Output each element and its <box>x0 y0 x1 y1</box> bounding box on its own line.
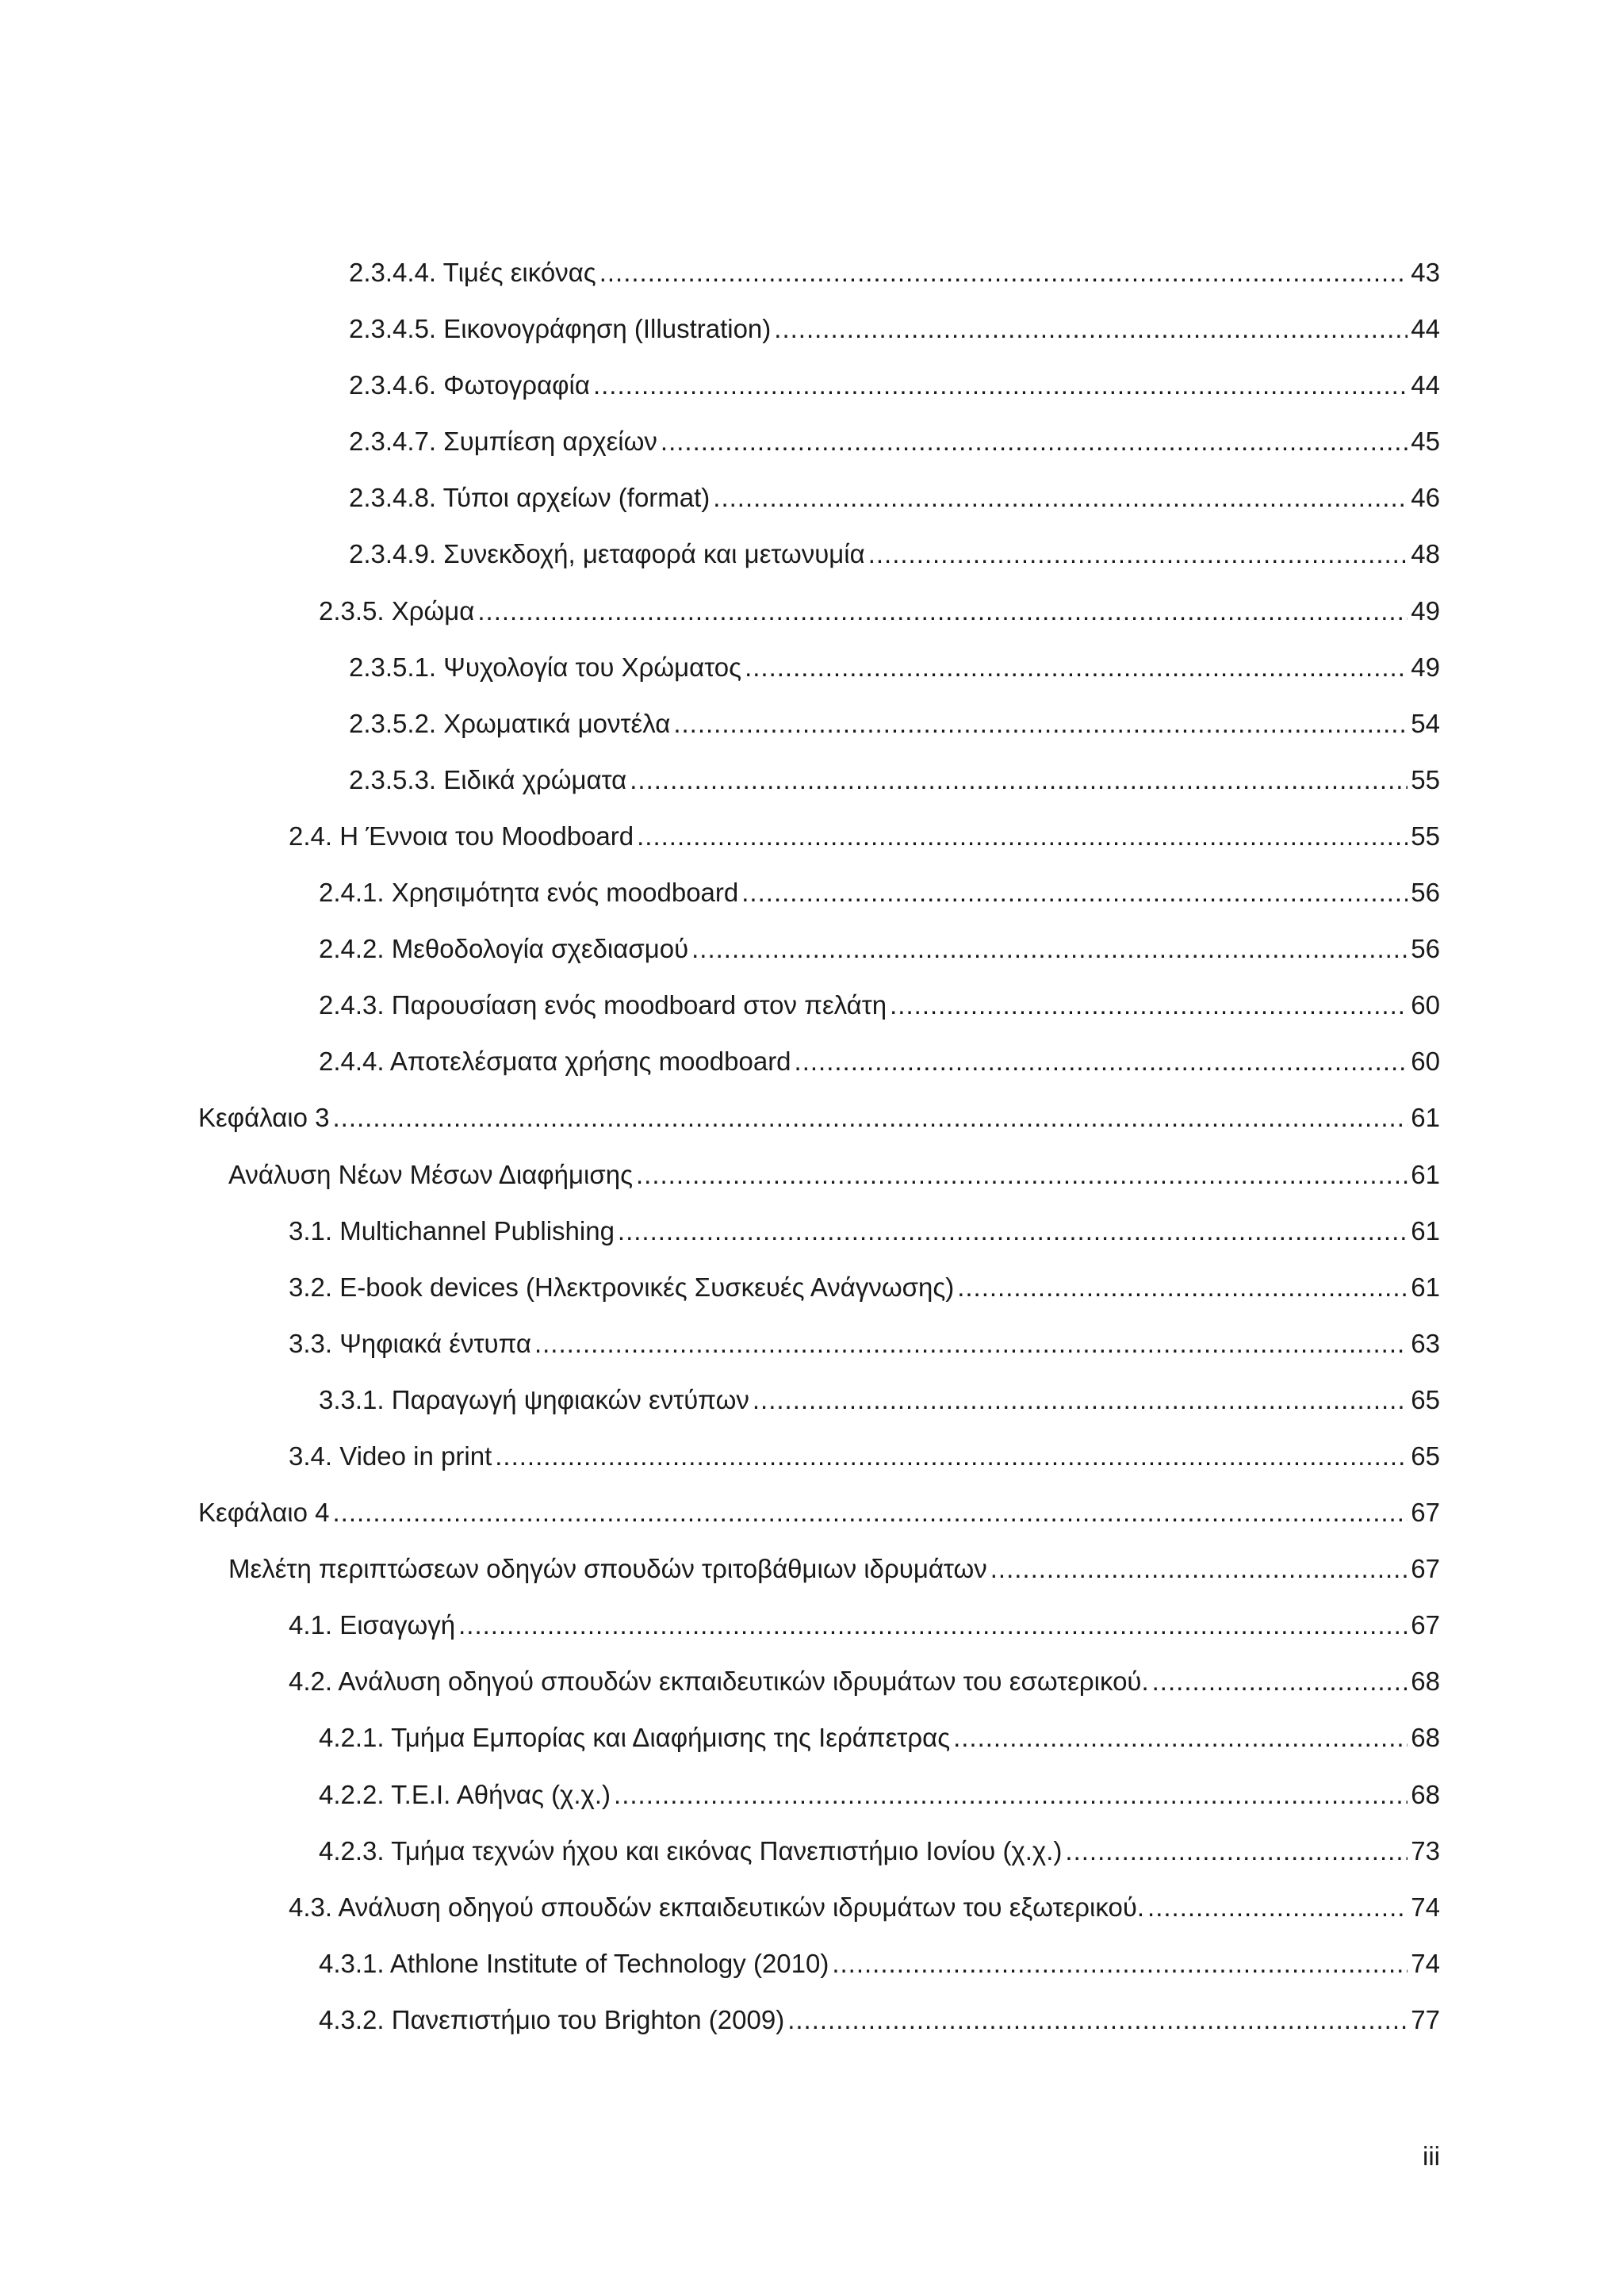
toc-entry-page-number: 44 <box>1411 314 1440 344</box>
toc-entry-title: 4.2. Ανάλυση οδηγού σπουδών εκπαιδευτικών ιδρυμάτων του εσωτερικού. <box>289 1667 1149 1697</box>
toc-entry-title: 2.3.5.2. Χρωματικά μοντέλα <box>349 708 671 738</box>
toc-entry-page-number: 49 <box>1411 652 1440 682</box>
toc-entry-page-number: 44 <box>1411 370 1440 400</box>
toc-entry-page-number: 67 <box>1411 1554 1440 1584</box>
toc-entry-title: 2.3.5.1. Ψυχολογία του Χρώματος <box>349 652 742 682</box>
toc-entry-page-number: 60 <box>1411 1047 1440 1077</box>
toc-entry-page-number: 48 <box>1411 539 1440 569</box>
toc-entry-page-number: 43 <box>1411 258 1440 287</box>
toc-dot-leader <box>661 413 1408 469</box>
toc-entry-page-number: 60 <box>1411 990 1440 1020</box>
toc-entry[interactable] <box>198 1428 1440 1484</box>
toc-entry[interactable] <box>198 526 1440 582</box>
toc-entry[interactable] <box>198 1935 1440 1992</box>
toc-entry-page-number: 73 <box>1411 1835 1440 1866</box>
toc-entry-page-number: 74 <box>1411 1948 1440 1978</box>
toc-entry-title: 2.3.4.6. Φωτογραφία <box>349 370 590 400</box>
toc-dot-leader <box>691 920 1408 977</box>
toc-entry[interactable] <box>198 1146 1440 1203</box>
toc-entry-title: 3.3.1. Παραγωγή ψηφιακών εντύπων <box>319 1384 749 1414</box>
toc-entry[interactable] <box>198 864 1440 920</box>
page-number: iii <box>1423 2141 1440 2171</box>
toc-entry-page-number: 68 <box>1411 1667 1440 1697</box>
toc-dot-leader <box>753 1372 1408 1428</box>
toc-entry-page-number: 61 <box>1411 1159 1440 1189</box>
toc-entry-page-number: 45 <box>1411 427 1440 457</box>
toc-dot-leader <box>990 1540 1408 1597</box>
toc-dot-leader <box>787 1992 1408 2048</box>
toc-entry-title: 3.1. Multichannel Publishing <box>289 1215 615 1246</box>
toc-entry-title: 4.2.3. Τμήμα τεχνών ήχου και εικόνας Πανεπιστήμιο Ιονίου (χ.χ.) <box>319 1835 1063 1866</box>
toc-dot-leader <box>890 977 1408 1033</box>
table-of-contents <box>198 244 1440 2048</box>
toc-dot-leader <box>1065 1823 1408 1879</box>
toc-entry-title: 2.3.4.9. Συνεκδοχή, μεταφορά και μετωνυμία <box>349 539 865 569</box>
toc-dot-leader <box>630 752 1408 808</box>
toc-dot-leader <box>614 1766 1408 1823</box>
toc-entry[interactable] <box>198 469 1440 526</box>
toc-entry-page-number: 46 <box>1411 483 1440 513</box>
toc-entry[interactable] <box>198 1484 1440 1540</box>
toc-entry[interactable] <box>198 583 1440 639</box>
toc-dot-leader <box>618 1203 1408 1259</box>
toc-entry-title: 4.3.1. Athlone Institute of Technology (2010) <box>319 1948 829 1978</box>
toc-entry-page-number: 77 <box>1411 2004 1440 2034</box>
toc-dot-leader <box>477 583 1408 639</box>
toc-entry-title: 4.2.1. Τμήμα Εμπορίας και Διαφήμισης της Ιεράπετρας <box>319 1723 951 1753</box>
toc-entry[interactable] <box>198 1709 1440 1766</box>
toc-entry-page-number: 61 <box>1411 1103 1440 1133</box>
toc-entry-title: 4.2.2. Τ.Ε.Ι. Αθήνας (χ.χ.) <box>319 1779 611 1809</box>
toc-entry-title: 2.3.5.3. Ειδικά χρώματα <box>349 764 627 794</box>
toc-entry-page-number: 54 <box>1411 708 1440 738</box>
toc-entry-title: Κεφάλαιο 4 <box>198 1498 330 1528</box>
toc-entry[interactable] <box>198 752 1440 808</box>
toc-entry-title: 2.3.4.8. Τύποι αρχείων (format) <box>349 483 710 513</box>
toc-dot-leader <box>832 1935 1408 1992</box>
toc-entry[interactable] <box>198 1879 1440 1935</box>
toc-entry[interactable] <box>198 1597 1440 1653</box>
toc-entry-title: 2.4.4. Αποτελέσματα χρήσης moodboard <box>319 1047 791 1077</box>
toc-entry-title: 2.4.3. Παρουσίαση ενός moodboard στον πελάτη <box>319 990 887 1020</box>
toc-entry-title: 2.3.4.4. Τιμές εικόνας <box>349 258 596 287</box>
toc-entry-title: 3.3. Ψηφιακά έντυπα <box>289 1328 531 1358</box>
toc-entry[interactable] <box>198 808 1440 864</box>
toc-entry[interactable] <box>198 1372 1440 1428</box>
toc-entry-page-number: 65 <box>1411 1441 1440 1471</box>
toc-entry-page-number: 65 <box>1411 1384 1440 1414</box>
toc-entry-page-number: 55 <box>1411 764 1440 794</box>
toc-dot-leader <box>868 526 1408 582</box>
toc-entry-page-number: 63 <box>1411 1328 1440 1358</box>
toc-entry[interactable] <box>198 1203 1440 1259</box>
toc-entry[interactable] <box>198 300 1440 357</box>
toc-entry-page-number: 56 <box>1411 878 1440 908</box>
toc-dot-leader <box>745 639 1408 695</box>
toc-entry[interactable] <box>198 1089 1440 1146</box>
toc-dot-leader <box>332 1484 1408 1540</box>
toc-entry-title: 2.3.4.5. Εικονογράφηση (Illustration) <box>349 314 772 344</box>
toc-entry[interactable] <box>198 1033 1440 1089</box>
toc-dot-leader <box>458 1597 1408 1653</box>
toc-entry-page-number: 67 <box>1411 1498 1440 1528</box>
toc-dot-leader <box>636 1146 1408 1203</box>
toc-entry[interactable] <box>198 1259 1440 1315</box>
toc-dot-leader <box>495 1428 1408 1484</box>
toc-entry[interactable] <box>198 1823 1440 1879</box>
toc-entry-title: 4.3.2. Πανεπιστήμιο του Brighton (2009) <box>319 2004 785 2034</box>
toc-dot-leader <box>774 300 1408 357</box>
toc-entry-title: Ανάλυση Νέων Μέσων Διαφήμισης <box>228 1159 633 1189</box>
toc-dot-leader <box>534 1315 1408 1372</box>
toc-entry-page-number: 56 <box>1411 934 1440 964</box>
toc-entry-page-number: 55 <box>1411 821 1440 851</box>
toc-dot-leader <box>593 357 1408 413</box>
toc-entry-title: 2.4.2. Μεθοδολογία σχεδιασμού <box>319 934 689 964</box>
toc-entry[interactable] <box>198 639 1440 695</box>
toc-entry[interactable] <box>198 920 1440 977</box>
toc-dot-leader <box>953 1709 1408 1766</box>
toc-dot-leader <box>957 1259 1408 1315</box>
toc-entry-page-number: 61 <box>1411 1272 1440 1302</box>
toc-entry[interactable] <box>198 1766 1440 1823</box>
toc-entry-title: 4.1. Εισαγωγή <box>289 1610 456 1640</box>
toc-dot-leader <box>1152 1653 1408 1709</box>
toc-entry[interactable] <box>198 695 1440 752</box>
toc-entry[interactable] <box>198 1992 1440 2048</box>
toc-entry[interactable] <box>198 1315 1440 1372</box>
toc-entry[interactable] <box>198 413 1440 469</box>
toc-entry-title: 2.3.4.7. Συμπίεση αρχείων <box>349 427 657 457</box>
toc-entry-page-number: 68 <box>1411 1723 1440 1753</box>
toc-dot-leader <box>332 1089 1408 1146</box>
toc-entry-page-number: 49 <box>1411 595 1440 626</box>
toc-entry[interactable] <box>198 357 1440 413</box>
toc-entry-title: 4.3. Ανάλυση οδηγού σπουδών εκπαιδευτικών ιδρυμάτων του εξωτερικού. <box>289 1892 1145 1922</box>
toc-entry-title: 3.4. Video in print <box>289 1441 492 1471</box>
toc-entry-title: 3.2. E-book devices (Ηλεκτρονικές Συσκευές Ανάγνωσης) <box>289 1272 955 1302</box>
toc-entry-page-number: 61 <box>1411 1215 1440 1246</box>
toc-dot-leader <box>599 244 1408 300</box>
toc-entry-page-number: 74 <box>1411 1892 1440 1922</box>
toc-entry[interactable] <box>198 244 1440 300</box>
toc-dot-leader <box>741 864 1408 920</box>
toc-entry[interactable] <box>198 1540 1440 1597</box>
toc-dot-leader <box>1147 1879 1408 1935</box>
toc-entry-title: Μελέτη περιπτώσεων οδηγών σπουδών τριτοβάθμιων ιδρυμάτων <box>228 1554 987 1584</box>
toc-entry[interactable] <box>198 977 1440 1033</box>
toc-dot-leader <box>795 1033 1408 1089</box>
toc-dot-leader <box>713 469 1408 526</box>
toc-entry-title: 2.4.1. Χρησιμότητα ενός moodboard <box>319 878 739 908</box>
toc-entry[interactable] <box>198 1653 1440 1709</box>
toc-dot-leader <box>637 808 1408 864</box>
toc-entry-page-number: 67 <box>1411 1610 1440 1640</box>
toc-dot-leader <box>673 695 1408 752</box>
toc-entry-title: Κεφάλαιο 3 <box>198 1103 330 1133</box>
toc-entry-title: 2.4. Η Έννοια του Moodboard <box>289 821 634 851</box>
toc-entry-page-number: 68 <box>1411 1779 1440 1809</box>
toc-entry-title: 2.3.5. Χρώμα <box>319 595 475 626</box>
